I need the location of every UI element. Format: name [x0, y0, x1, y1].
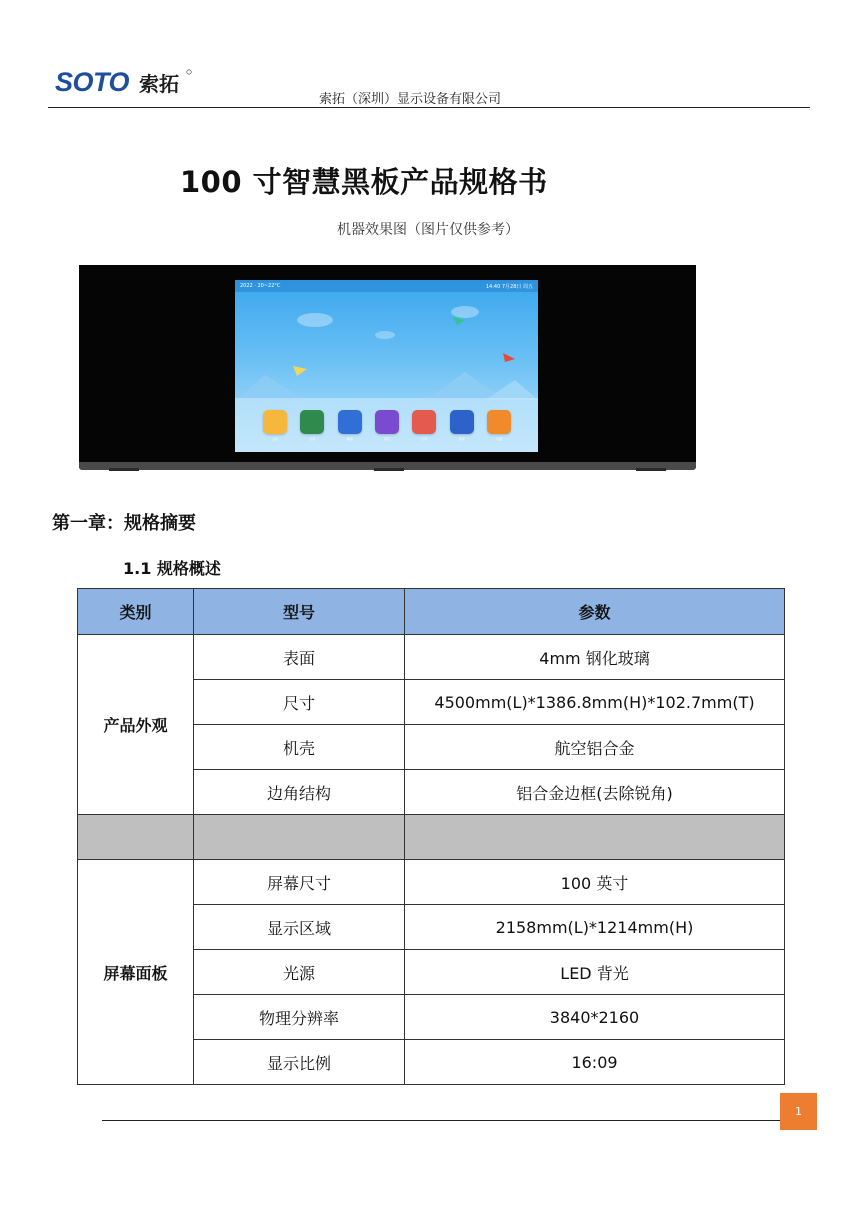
- item-cell: 光源: [194, 950, 405, 995]
- value-cell: LED 背光: [405, 950, 785, 995]
- footer-rule: [102, 1120, 780, 1121]
- item-cell: 表面: [194, 635, 405, 680]
- app-video[interactable]: [336, 410, 364, 446]
- app-monitor[interactable]: [448, 410, 476, 446]
- value-cell: 100 英寸: [405, 860, 785, 905]
- value-cell: 铝合金边框(去除锐角): [405, 770, 785, 815]
- table-row: [78, 860, 785, 905]
- app-label: 相机: [383, 437, 390, 441]
- value-cell: 16:09: [405, 1040, 785, 1085]
- chapter-heading: 第一章：规格摘要: [52, 513, 196, 534]
- item-cell: 显示比例: [194, 1040, 405, 1085]
- empty-cell: [194, 815, 405, 860]
- svg-text:SOTO: SOTO: [55, 67, 130, 97]
- value-cell: 2158mm(L)*1214mm(H): [405, 905, 785, 950]
- app-label: 投屏: [458, 437, 465, 441]
- item-cell: 边角结构: [194, 770, 405, 815]
- app-label: 设置: [495, 437, 502, 441]
- app-label: 白板: [309, 437, 316, 441]
- header-parameter: 参数: [405, 589, 785, 635]
- folder-icon: [263, 410, 287, 434]
- app-label: 播放: [346, 437, 353, 441]
- app-dock: [261, 410, 513, 446]
- display-screen: [235, 280, 538, 452]
- page-number: 1: [780, 1093, 817, 1130]
- app-apps[interactable]: [410, 410, 438, 446]
- table-header-row: [78, 589, 785, 635]
- table-row: [78, 635, 785, 680]
- camera-icon: [375, 410, 399, 434]
- value-cell: 4mm 钢化玻璃: [405, 635, 785, 680]
- document-title: 100 寸智慧黑板产品规格书: [180, 165, 548, 199]
- spec-table: [77, 588, 785, 1085]
- apps-icon: [412, 410, 436, 434]
- value-cell: 3840*2160: [405, 995, 785, 1040]
- value-cell: 4500mm(L)*1386.8mm(H)*102.7mm(T): [405, 680, 785, 725]
- category-cell: 屏幕面板: [78, 860, 194, 1085]
- item-cell: 显示区域: [194, 905, 405, 950]
- app-folder[interactable]: [261, 410, 289, 446]
- value-cell: 航空铝合金: [405, 725, 785, 770]
- svg-text:索拓: 索拓: [139, 72, 179, 96]
- monitor-icon: [450, 410, 474, 434]
- app-settings[interactable]: [485, 410, 513, 446]
- category-cell: 产品外观: [78, 635, 194, 815]
- video-icon: [338, 410, 362, 434]
- app-camera[interactable]: [373, 410, 401, 446]
- section-heading: 1.1 规格概述: [123, 559, 221, 578]
- app-label: 文件: [271, 437, 278, 441]
- header-model: 型号: [194, 589, 405, 635]
- header-category: 类别: [78, 589, 194, 635]
- app-whiteboard[interactable]: [298, 410, 326, 446]
- empty-cell: [405, 815, 785, 860]
- item-cell: 物理分辨率: [194, 995, 405, 1040]
- status-left: 2022 · 20~22°C: [240, 283, 281, 289]
- item-cell: 屏幕尺寸: [194, 860, 405, 905]
- app-label: 应用: [421, 437, 428, 441]
- whiteboard-icon: [300, 410, 324, 434]
- separator-row: [78, 815, 785, 860]
- status-right: 14:40 7月28日 周五: [485, 284, 533, 290]
- item-cell: 尺寸: [194, 680, 405, 725]
- empty-cell: [78, 815, 194, 860]
- item-cell: 机壳: [194, 725, 405, 770]
- blackboard-base: [79, 462, 696, 470]
- company-name: 索拓（深圳）显示设备有限公司: [318, 92, 501, 107]
- settings-icon: [487, 410, 511, 434]
- header-rule: [48, 107, 810, 108]
- image-caption: 机器效果图（图片仅供参考）: [337, 222, 519, 238]
